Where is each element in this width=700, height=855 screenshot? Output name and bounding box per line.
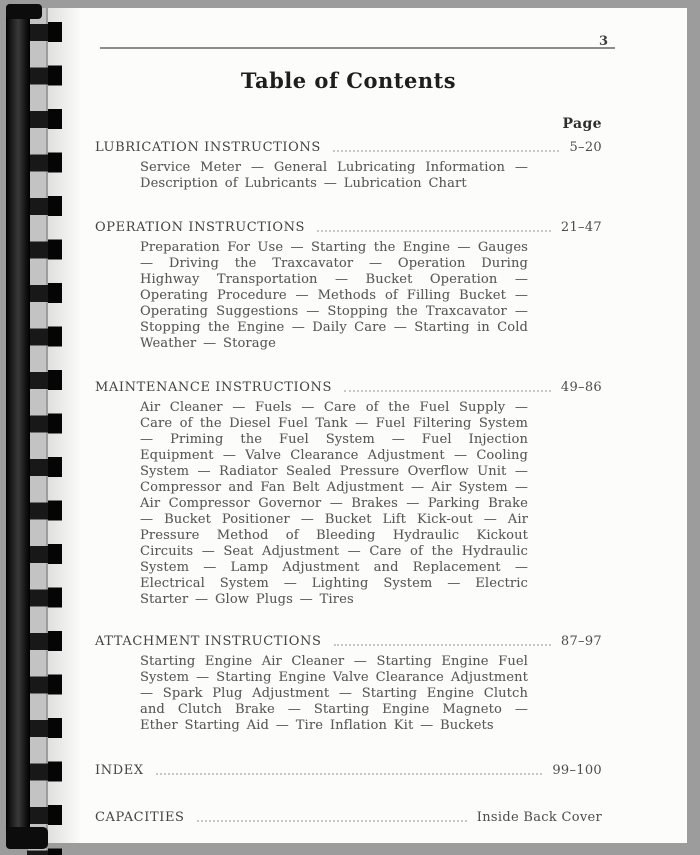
- page-column-header: Page: [562, 116, 602, 132]
- section-heading: OPERATION INSTRUCTIONS: [95, 220, 306, 235]
- binding-spine: [6, 4, 30, 849]
- section-description: Air Cleaner — Fuels — Care of the Fuel Supply — Care of the Diesel Fuel Tank — Fuel Filtering System — Priming the Fuel System — Fuel Injection Equipment — Valve Clearance Adjustment — Cooling System — Radiator Sealed Pressure Overflow Unit — Compressor and Fan Belt Adjustment — Air System — Air Compressor Governor — Brakes — Parking Brake — Bucket Positioner — Bucket Lift Kick-out — Air Pressure Method of Bleeding Hydraulic Kickout Circuits — Seat Adjustment — Care of the Hydraulic System — Lamp Adjustment and Replacement — Electrical System — Lighting System — Electric Starter — Glow Plugs — Tires: [140, 400, 528, 607]
- comb-tooth-tips: [48, 22, 62, 855]
- toc-section-capacities: [95, 810, 602, 826]
- dot-leader: [197, 820, 467, 822]
- section-heading: MAINTENANCE INSTRUCTIONS: [95, 380, 332, 395]
- section-heading: ATTACHMENT INSTRUCTIONS: [95, 634, 322, 649]
- header-rule: [100, 47, 615, 49]
- binding-top-cap: [6, 4, 42, 19]
- section-heading: INDEX: [95, 763, 144, 778]
- page-sheet: [48, 8, 687, 843]
- dot-leader: [334, 644, 551, 646]
- table-of-contents: [95, 116, 602, 826]
- section-heading: LUBRICATION INSTRUCTIONS: [95, 140, 321, 155]
- toc-row: [95, 220, 602, 236]
- toc-section-index: [95, 763, 602, 779]
- section-pages: 49–86: [560, 380, 602, 395]
- comb-binding: [0, 0, 66, 855]
- toc-row: [95, 140, 602, 156]
- section-pages: 5–20: [569, 140, 602, 155]
- section-pages: 21–47: [560, 220, 602, 235]
- binding-foot: [6, 827, 48, 849]
- toc-row: [95, 634, 602, 650]
- section-description: Service Meter — General Lubricating Information — Description of Lubricants — Lubrication Chart: [140, 160, 528, 191]
- dot-leader: [317, 230, 551, 232]
- page-number: 3: [598, 34, 608, 49]
- toc-section-maintenance: [95, 380, 602, 608]
- section-description: Preparation For Use — Starting the Engine — Gauges — Driving the Traxcavator — Operation During Highway Transportation — Bucket Operation — Operating Procedure — Methods of Filling Bucket — Operating Suggestions — Stopping the Traxcavator — Stopping the Engine — Daily Care — Starting in Cold Weather — Storage: [140, 240, 528, 351]
- section-heading: CAPACITIES: [95, 810, 185, 825]
- toc-row: [95, 380, 602, 396]
- section-pages: 99–100: [552, 763, 602, 778]
- toc-row: [95, 763, 602, 779]
- dot-leader: [344, 390, 551, 392]
- page-title: Table of Contents: [240, 68, 457, 93]
- dot-leader: [333, 150, 560, 152]
- toc-section-attachment: [95, 634, 602, 734]
- section-pages: Inside Back Cover: [476, 810, 602, 825]
- section-description: Starting Engine Air Cleaner — Starting Engine Fuel System — Starting Engine Valve Clearance Adjustment — Spark Plug Adjustment — Starting Engine Clutch and Clutch Brake — Starting Engine Magneto — Ether Starting Aid — Tire Inflation Kit — Buckets: [140, 654, 528, 733]
- toc-row: [95, 810, 602, 826]
- toc-section-operation: [95, 220, 602, 352]
- dot-leader: [156, 773, 543, 775]
- toc-section-lubrication: [95, 140, 602, 192]
- section-pages: 87–97: [560, 634, 602, 649]
